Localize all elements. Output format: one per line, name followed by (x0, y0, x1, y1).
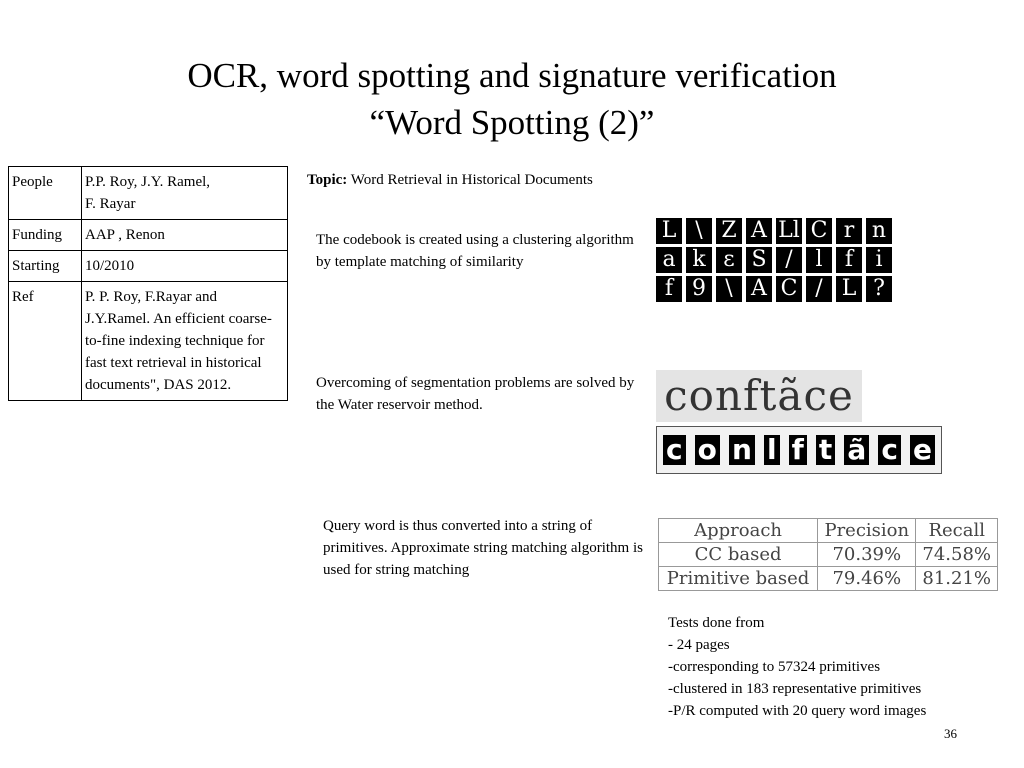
page-number: 36 (944, 726, 957, 741)
word-segment: o (695, 435, 720, 465)
reservoir-description: Overcoming of segmentation problems are solved by the Water reservoir method. (316, 375, 635, 413)
results-cell: Primitive based (659, 567, 818, 591)
info-row-ref (9, 282, 288, 401)
codebook-primitives-image (656, 218, 888, 302)
info-row-starting (9, 251, 288, 282)
codebook-glyph: a (656, 247, 682, 273)
word-segment: t (816, 435, 835, 465)
codebook-glyph: L (656, 218, 682, 244)
info-key: People (9, 167, 82, 220)
codebook-glyph: \ (686, 218, 712, 244)
results-cell: 79.46% (818, 567, 916, 591)
codebook-glyph: Z (716, 218, 742, 244)
codebook-description: The codebook is created using a clustering algorithm by template matching of similarity (316, 232, 634, 270)
codebook-glyph: n (866, 218, 892, 244)
codebook-glyph: A (746, 276, 772, 302)
word-segment: c (663, 435, 686, 465)
codebook-glyph: ε (716, 247, 742, 273)
word-segment: l (764, 435, 780, 465)
info-value: P. P. Roy, F.Rayar and J.Y.Ramel. An efficient coarse-to-fine indexing technique for fast text retrieval in historical documents", DAS 2012. (82, 282, 288, 401)
results-cell: 70.39% (818, 543, 916, 567)
results-cell: 81.21% (916, 567, 998, 591)
title-line-2: “Word Spotting (2)” (369, 103, 655, 142)
tests-line: -P/R computed with 20 query word images (668, 703, 927, 719)
codebook-glyph: Ll (776, 218, 802, 244)
title-line-1: OCR, word spotting and signature verification (187, 56, 837, 95)
info-key: Ref (9, 282, 82, 401)
word-segment: c (878, 435, 901, 465)
tests-line: Tests done from (668, 615, 765, 631)
codebook-glyph: C (806, 218, 832, 244)
topic-label: Topic: (307, 172, 348, 188)
word-segment: n (729, 435, 755, 465)
query-description: Query word is thus converted into a string of primitives. Approximate string matching algorithm is used for string matching (323, 518, 643, 578)
word-segment: f (789, 435, 807, 465)
info-row-funding (9, 220, 288, 251)
results-table (658, 518, 998, 591)
tests-list (668, 612, 1008, 722)
codebook-glyph: f (656, 276, 682, 302)
results-row (659, 567, 998, 591)
codebook-glyph: k (686, 247, 712, 273)
historical-word-image: conftãce (656, 370, 862, 422)
codebook-glyph: \ (716, 276, 742, 302)
codebook-glyph: r (836, 218, 862, 244)
slide-title (0, 52, 1024, 146)
results-cell: 74.58% (916, 543, 998, 567)
codebook-glyph: i (866, 247, 892, 273)
info-row-people (9, 167, 288, 220)
word-segment: e (910, 435, 935, 465)
info-key: Starting (9, 251, 82, 282)
tests-line: - 24 pages (668, 637, 730, 653)
results-header-precision: Precision (818, 519, 916, 543)
codebook-glyph: 9 (686, 276, 712, 302)
results-header-row (659, 519, 998, 543)
info-value: P.P. Roy, J.Y. Ramel, F. Rayar (82, 167, 288, 220)
codebook-glyph: / (806, 276, 832, 302)
codebook-glyph: f (836, 247, 862, 273)
results-row (659, 543, 998, 567)
info-key: Funding (9, 220, 82, 251)
topic-line (307, 169, 593, 191)
codebook-glyph: L (836, 276, 862, 302)
info-value: AAP , Renon (82, 220, 288, 251)
results-cell: CC based (659, 543, 818, 567)
codebook-glyph: A (746, 218, 772, 244)
tests-line: -clustered in 183 representative primitives (668, 681, 922, 697)
topic-text: Word Retrieval in Historical Documents (350, 172, 593, 188)
codebook-glyph: C (776, 276, 802, 302)
codebook-glyph: S (746, 247, 772, 273)
codebook-glyph: ? (866, 276, 892, 302)
info-value: 10/2010 (82, 251, 288, 282)
project-info-table (8, 166, 288, 401)
codebook-glyph: l (806, 247, 832, 273)
segmented-word-image (656, 426, 942, 474)
codebook-glyph: / (776, 247, 802, 273)
results-header-recall: Recall (916, 519, 998, 543)
tests-line: -corresponding to 57324 primitives (668, 659, 881, 675)
word-segment: ã (844, 435, 869, 465)
results-header-approach: Approach (659, 519, 818, 543)
